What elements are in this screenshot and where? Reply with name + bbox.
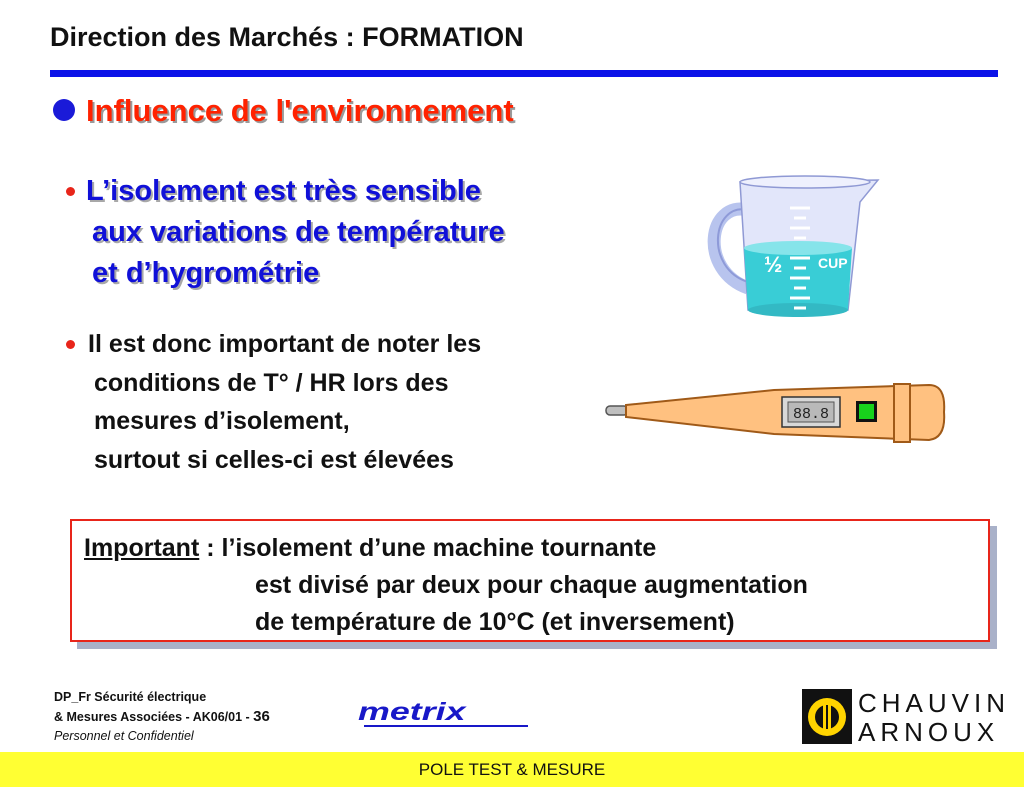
cup-half-label: ½ (764, 252, 783, 277)
cup-label: CUP (818, 255, 848, 271)
point-2-line: mesures d’isolement, (94, 407, 350, 435)
chauvin-arnoux-wordmark (858, 689, 1010, 747)
point-2-line: conditions de T° / HR lors des (94, 368, 449, 397)
page-title: Direction des Marchés : FORMATION (50, 22, 524, 52)
bullet-point-1 (66, 187, 75, 196)
important-text (84, 530, 808, 636)
point-2-line: Il est donc important de noter les (88, 330, 482, 358)
point-2-line: surtout si celles-ci est élevées (94, 445, 454, 474)
important-line-2: est divisé par deux pour chaque augmentation (255, 571, 808, 599)
important-label: Important (84, 534, 200, 562)
point-1-line: L’isolement est très sensible (86, 175, 481, 207)
footer-text (54, 688, 270, 746)
section-heading: Influence de l'environnement (86, 93, 514, 128)
important-line-3: de température de 10°C (et inversement) (255, 608, 735, 636)
logo-line-1: CHAUVIN (858, 688, 1011, 718)
metrix-logo-text: metrix (358, 702, 466, 726)
point-1-line: et d’hygrométrie (92, 257, 320, 289)
footer-band-label: POLE TEST & MESURE (418, 760, 606, 779)
thermometer-display: 88.8 (792, 406, 830, 423)
point-1-line: aux variations de température (92, 216, 505, 248)
thermometer-icon (604, 380, 950, 446)
chauvin-arnoux-emblem-icon (802, 689, 852, 744)
footer-line-2: & Mesures Associées - AK06/01 - (54, 710, 254, 724)
title-rule (50, 70, 998, 77)
footer-line-3: Personnel et Confidentiel (54, 729, 194, 743)
page-number: 36 (253, 708, 270, 725)
point-1-text (86, 171, 505, 294)
measuring-cup-icon (700, 170, 890, 325)
important-line-1: : l’isolement d’une machine tournante (199, 534, 657, 562)
point-2-text (88, 325, 481, 479)
footer-line-1: DP_Fr Sécurité électrique (54, 690, 207, 704)
bullet-point-2 (66, 340, 75, 349)
section-bullet (53, 99, 75, 121)
logo-line-2: ARNOUX (858, 717, 1000, 747)
metrix-logo (358, 702, 530, 732)
